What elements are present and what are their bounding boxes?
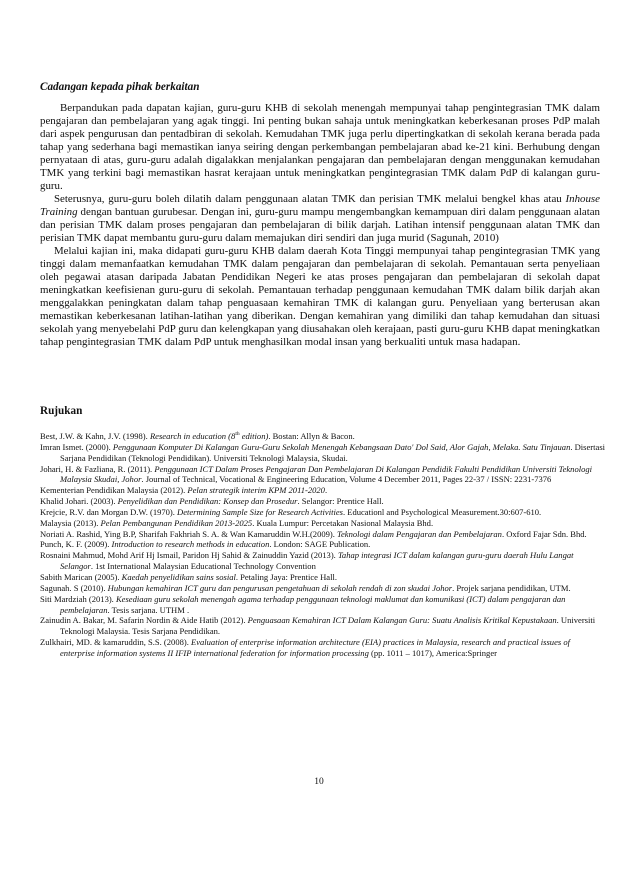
reference-item: Krejcie, R.V. dan Morgan D.W. (1970). Determining Sample Size for Research Activities. Educationl and Psychological Measurement.30:607-610. — [40, 506, 542, 517]
section-heading-recommendations: Cadangan kepada pihak berkaitan — [40, 81, 200, 93]
reference-item: Noriati A. Rashid, Ying B.P, Sharifah Fakhriah S. A. & Wan Kamaruddin W.H.(2009). Teknologi dalam Pengajaran dan Pembelajaran. Oxford Fajar Sdn. Bhd. — [40, 528, 587, 539]
reference-item: Sagunah. S (2010). Hubungan kemahiran ICT guru dan pengurusan pengetahuan di sekolah rendah di zon skudai Johor. Projek sarjana pendidikan, UTM. — [40, 582, 571, 593]
reference-list — [40, 431, 606, 659]
reference-item: Best, J.W. & Kahn, J.V. (1998). Research in education (8th edition). Bostan: Allyn & Bacon. — [40, 431, 355, 441]
reference-item: Siti Mardziah (2013). Kesediaan guru sekolah menengah agama terhadap penggunaan teknologi maklumat dan komunikasi (ICT) dalam pengajaran dan pembelajaran. Tesis sarjana. UTHM . — [40, 593, 566, 615]
reference-item: Rosnaini Mahmud, Mohd Arif Hj Ismail, Paridon Hj Sahid & Zainuddin Yazid (2013). Tahap integrasi ICT dalam kalangan guru-guru daerah Hulu Langat Selangor. 1st International Malaysian Educational Technology Convention — [40, 550, 574, 572]
paragraph-1: Berpandukan pada dapatan kajian, guru-guru KHB di sekolah menengah mempunyai tahap pengintegrasian TMK dalam pengajaran dan pembelajaran yang agak tinggi. Ini penting bukan sahaja untuk meningkatkan keberkesanan proses PdP malah dari aspek pengurusan dan pentadbiran di sekolah. Kemudahan TMK juga perlu dipertingkatkan di sekolah kerana berada pada tahap yang sederhana bagi memastikan ianya seiring dengan perkembangan pembelajaran abad ke-21 kini. Berhubung dengan pernyataan di atas, guru-guru adalah digalakkan menjalankan pengajaran dan pembelajaran dengan menggunakan kemudahan TMK yang terkini bagi memastikan hasrat kerajaan untuk meningkatkan pengintegrasian TMK dalam PdP di kalangan guru-guru. — [40, 102, 600, 192]
reference-item: Sabith Marican (2005). Kaedah penyelidikan sains sosial. Petaling Jaya: Prentice Hall. — [40, 571, 337, 582]
reference-item: Zainudin A. Bakar, M. Safarin Nordin & Aide Hatib (2012). Penguasaan Kemahiran ICT Dalam Kalangan Guru: Suatu Analisis Kritikal Kepustakaan. Universiti Teknologi Malaysia. Tesis Sarjana Pendidikan. — [40, 615, 596, 637]
reference-item: Johari, H. & Fazliana, R. (2011). Penggunaan ICT Dalam Proses Pengajaran Dan Pembelajaran Di Kalangan Pendidik Fakulti Pendidikan Universiti Teknologi Malaysia Skudai, Johor. Journal of Technical, Vocational & Engineering Education, Volume 4 December 2011, Pages 22-37 / ISSN: 2231-7376 — [40, 463, 593, 485]
paragraph-2: Seterusnya, guru-guru boleh dilatih dalam penggunaan alatan TMK dan perisian TMK melalui bengkel khas atau Inhouse Training dengan bantuan gurubesar. Dengan ini, guru-guru mampu mengembangkan kemampuan diri dalam penggunaan alatan dan perisian TMK dalam proses pengajaran dan pembelajaran di bilik darjah. Latihan intensif penggunaan alatan TMK dan perisian TMK dapat membantu guru-guru dalam memajukan diri sendiri dan juga murid (Sagunah, 2010) — [40, 193, 600, 244]
paragraph-3: Melalui kajian ini, maka didapati guru-guru KHB dalam daerah Kota Tinggi mempunyai tahap pengintegrasian TMK yang tinggi dalam memanfaatkan kemudahan TMK dalam pengajaran dan pembelajaran di sekolah. Pemantauan serta penyeliaan oleh pegawai atasan daripada Jabatan Pendidikan Negeri ke atas proses pengajaran dan pembelajaran di sekolah dapat meningkatkan keefisienan guru-guru di sekolah. Pemantauan terhadap penggunaan kemudahan TMK dalam bilik darjah akan menggalakkan peningkatan dalam tahap penguasaan kemahiran TMK di kalangan guru. Penyeliaan yang berterusan akan memastikan keberkesanan latihan-latihan yang diberikan. Dengan kemahiran yang dimiliki dan tahap kemudahan dan situasi sekolah yang menyebelahi PdP guru dan kelengkapan yang diusahakan oleh kerajaan, pasti guru-guru KHB dapat meningkatkan tahap pengintegrasian TMK dalam PdP untuk menghasilkan modal insan yang berkualiti untuk masa hadapan. — [40, 245, 600, 348]
reference-item: Khalid Johari. (2003). Penyelidikan dan Pendidikan: Konsep dan Prosedur. Selangor: Prentice Hall. — [40, 496, 384, 507]
body-text — [40, 102, 600, 349]
section-heading-references: Rujukan — [40, 405, 83, 417]
page-number: 10 — [314, 777, 324, 787]
reference-item: Malaysia (2013). Pelan Pembangunan Pendidikan 2013-2025. Kuala Lumpur: Percetakan Nasional Malaysia Bhd. — [40, 517, 434, 528]
reference-item: Punch, K. F. (2009). Introduction to research methods in education. London: SAGE Publication. — [40, 539, 371, 550]
reference-item: Zulkhairi, MD. & kamaruddin, S.S. (2008). Evaluation of enterprise information architecture (EIA) practices in Malaysia, research and practical issues of enterprise information systems II IFIP international federation for information processing (pp. 1011 – 1017), America:Springer — [40, 637, 570, 658]
reference-item: Kementerian Pendidikan Malaysia (2012). Pelan strategik interim KPM 2011-2020. — [40, 485, 328, 496]
reference-item: Imran Ismet. (2000). Penggunaan Komputer Di Kalangan Guru-Guru Sekolah Menengah Kebangsaan Dato' Dol Said, Alor Gajah, Melaka. Satu Tinjauan. Disertasi Sarjana Pendidikan (Teknologi Pendidikan). Universiti Teknologi Malaysia, Skudai. — [40, 441, 606, 463]
